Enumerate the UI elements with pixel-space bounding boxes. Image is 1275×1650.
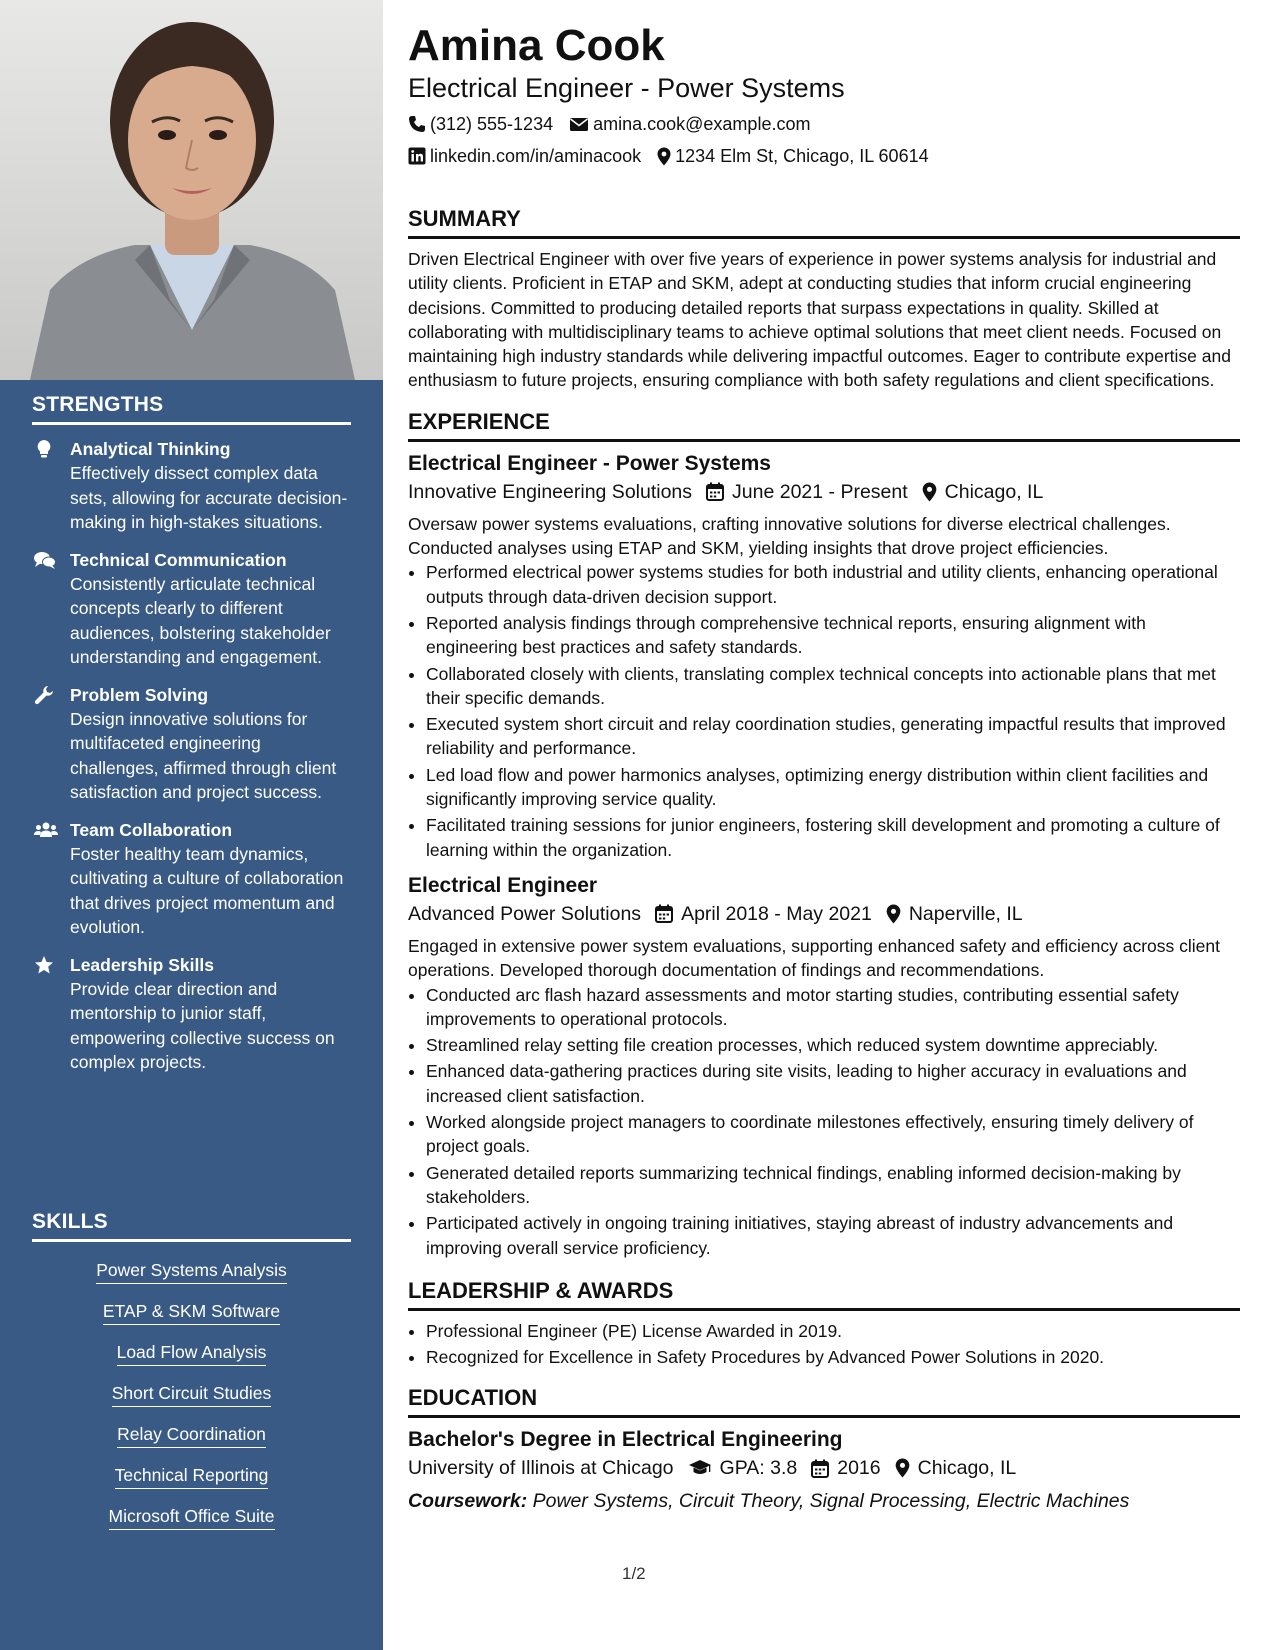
envelope-icon xyxy=(569,116,589,132)
job-company: Advanced Power Solutions xyxy=(408,902,642,925)
strength-item xyxy=(32,437,351,535)
gpa: GPA: 3.8 xyxy=(688,1454,798,1482)
job-bullets xyxy=(408,983,1240,1260)
list-item: • Generated detailed reports summarizing technical findings, enabling informed decision-making by stakeholders. xyxy=(426,1161,1240,1210)
skill-item: Power Systems Analysis xyxy=(32,1258,351,1284)
strength-item xyxy=(32,818,351,940)
experience-heading: EXPERIENCE xyxy=(408,409,1240,442)
job-location: Naperville, IL xyxy=(886,900,1023,928)
strength-title: Analytical Thinking xyxy=(70,439,231,459)
list-item: • Collaborated closely with clients, translating complex technical concepts into actionable plans that met their specific demands. xyxy=(426,662,1240,711)
education-section xyxy=(408,1385,1240,1514)
job-entry xyxy=(408,872,1240,1260)
job-title: Electrical Engineer - Power Systems xyxy=(408,451,771,475)
sidebar xyxy=(0,0,383,1650)
map-pin-icon xyxy=(895,1458,910,1478)
phone-contact: (312) 555-1234 xyxy=(408,112,553,136)
phone-icon xyxy=(408,115,426,133)
strength-title: Technical Communication xyxy=(70,549,287,570)
school-location: Chicago, IL xyxy=(895,1454,1017,1482)
strength-title: Team Collaboration xyxy=(70,819,233,840)
job-meta xyxy=(408,900,1240,928)
candidate-name: Amina Cook xyxy=(408,21,665,70)
education-heading: EDUCATION xyxy=(408,1385,1240,1418)
degree-title: Bachelor's Degree in Electrical Engineering xyxy=(408,1428,843,1452)
coursework-list: Power Systems, Circuit Theory, Signal Processing, Electric Machines xyxy=(532,1490,1130,1513)
graduation-cap-icon xyxy=(688,1459,712,1477)
list-item: • Worked alongside project managers to coordinate milestones effectively, ensuring timely delivery of project goals. xyxy=(426,1110,1240,1159)
strengths-section xyxy=(32,393,351,1088)
calendar-icon xyxy=(706,482,724,501)
awards-heading: LEADERSHIP & AWARDS xyxy=(408,1278,1240,1311)
wrench-icon xyxy=(34,685,54,705)
job-bullets xyxy=(408,560,1240,862)
linkedin-icon xyxy=(408,147,426,165)
profile-photo xyxy=(0,0,383,380)
summary-text: Driven Electrical Engineer with over five years of experience in power systems analysis for industrial and utility clients. Proficient in ETAP and SKM, adept at conducting studies that inform crucial engineering decisions. Committed to producing detailed reports that surpass expectations in quality. Skilled at collaborating with multidisciplinary teams to achieve optimal solutions that meet client needs. Focused on maintaining high industry standards while delivering impactful outcomes. Eager to contribute expertise and enthusiasm to future projects, ensuring compliance with both safety regulations and client specifications. xyxy=(408,249,1231,391)
contact-row-2 xyxy=(408,144,1240,168)
skill-item: Short Circuit Studies xyxy=(32,1381,351,1407)
star-icon xyxy=(34,955,54,975)
contact-row-1 xyxy=(408,112,1240,136)
grad-year: 2016 xyxy=(811,1454,880,1482)
school-name: University of Illinois at Chicago xyxy=(408,1457,674,1480)
strength-item xyxy=(32,953,351,1075)
main-content xyxy=(408,20,1240,1514)
list-item: • Reported analysis findings through comprehensive technical reports, ensuring alignment with engineering best practices and safety standards. xyxy=(426,611,1240,660)
skill-item: Technical Reporting xyxy=(32,1463,351,1489)
awards-section xyxy=(408,1278,1240,1370)
skill-item: Load Flow Analysis xyxy=(32,1340,351,1366)
calendar-icon xyxy=(655,904,673,923)
list-item: • Executed system short circuit and relay coordination studies, generating impactful results that improved reliability and performance. xyxy=(426,712,1240,761)
comments-icon xyxy=(34,550,54,570)
list-item: • Enhanced data-gathering practices during site visits, leading to higher accuracy in evaluations and increased client satisfaction. xyxy=(426,1059,1240,1108)
coursework-label: Coursework: xyxy=(408,1490,528,1513)
job-summary: Engaged in extensive power system evaluations, supporting enhanced safety and efficiency across client operations. Developed thorough documentation of findings and recommendations. xyxy=(408,935,1220,981)
map-pin-icon xyxy=(886,904,901,924)
job-location: Chicago, IL xyxy=(922,478,1044,506)
strength-title: Problem Solving xyxy=(70,684,209,705)
linkedin-contact[interactable]: linkedin.com/in/aminacook xyxy=(408,144,641,168)
skills-section xyxy=(32,1210,351,1545)
strengths-heading: STRENGTHS xyxy=(32,393,351,425)
job-dates: April 2018 - May 2021 xyxy=(655,900,872,928)
job-company: Innovative Engineering Solutions xyxy=(408,480,693,503)
coursework xyxy=(408,1488,1240,1514)
candidate-role: Electrical Engineer - Power Systems xyxy=(408,73,845,103)
calendar-icon xyxy=(811,1459,829,1478)
strength-title: Leadership Skills xyxy=(70,954,214,975)
strength-desc: Consistently articulate technical concepts clearly to different audiences, bolstering stakeholder understanding and engagement. xyxy=(70,573,331,667)
skills-list xyxy=(32,1258,351,1530)
experience-section xyxy=(408,409,1240,1260)
skill-item: Microsoft Office Suite xyxy=(32,1504,351,1530)
page-number: 1/2 xyxy=(622,1564,646,1583)
list-item: • Professional Engineer (PE) License Awarded in 2019. xyxy=(426,1319,1240,1343)
job-title: Electrical Engineer xyxy=(408,873,598,897)
lightbulb-icon xyxy=(34,439,54,459)
skills-heading: SKILLS xyxy=(32,1210,351,1242)
list-item: • Facilitated training sessions for junior engineers, fostering skill development and promoting a culture of learning within the organization. xyxy=(426,813,1240,862)
strength-desc: Foster healthy team dynamics, cultivating a culture of collaboration that drives project momentum and evolution. xyxy=(70,843,344,937)
strength-item xyxy=(32,548,351,670)
job-summary: Oversaw power systems evaluations, crafting innovative solutions for diverse electrical challenges. Conducted analyses using ETAP and SKM, yielding insights that drove project efficiencies. xyxy=(408,513,1171,559)
list-item: • Conducted arc flash hazard assessments and motor starting studies, contributing essential safety improvements to operational protocols. xyxy=(426,983,1240,1032)
strength-desc: Design innovative solutions for multifaceted engineering challenges, affirmed through client satisfaction and project success. xyxy=(70,708,337,802)
strength-item xyxy=(32,683,351,805)
job-entry xyxy=(408,450,1240,862)
skill-item: ETAP & SKM Software xyxy=(32,1299,351,1325)
list-item: • Recognized for Excellence in Safety Procedures by Advanced Power Solutions in 2020. xyxy=(426,1345,1240,1369)
list-item: • Led load flow and power harmonics analyses, optimizing energy distribution within client facilities and significantly improving service quality. xyxy=(426,763,1240,812)
job-meta xyxy=(408,478,1240,506)
address-contact: 1234 Elm St, Chicago, IL 60614 xyxy=(657,144,929,168)
map-pin-icon xyxy=(922,482,937,502)
map-pin-icon xyxy=(657,147,671,166)
list-item: • Streamlined relay setting file creation processes, which reduced system downtime appreciably. xyxy=(426,1033,1240,1057)
strength-desc: Provide clear direction and mentorship to junior staff, empowering collective success on complex projects. xyxy=(70,978,335,1072)
email-contact[interactable]: amina.cook@example.com xyxy=(569,112,810,136)
summary-section xyxy=(408,206,1240,393)
users-icon xyxy=(34,820,54,840)
strength-desc: Effectively dissect complex data sets, allowing for accurate decision-making in high-stakes situations. xyxy=(70,463,348,532)
summary-heading: SUMMARY xyxy=(408,206,1240,239)
list-item: • Participated actively in ongoing training initiatives, staying abreast of industry advancements and improving overall service proficiency. xyxy=(426,1211,1240,1260)
skill-item: Relay Coordination xyxy=(32,1422,351,1448)
awards-list xyxy=(408,1319,1240,1370)
list-item: • Performed electrical power systems studies for both industrial and utility clients, enhancing operational outputs through data-driven decision support. xyxy=(426,560,1240,609)
job-dates: June 2021 - Present xyxy=(706,478,908,506)
education-meta xyxy=(408,1454,1240,1482)
